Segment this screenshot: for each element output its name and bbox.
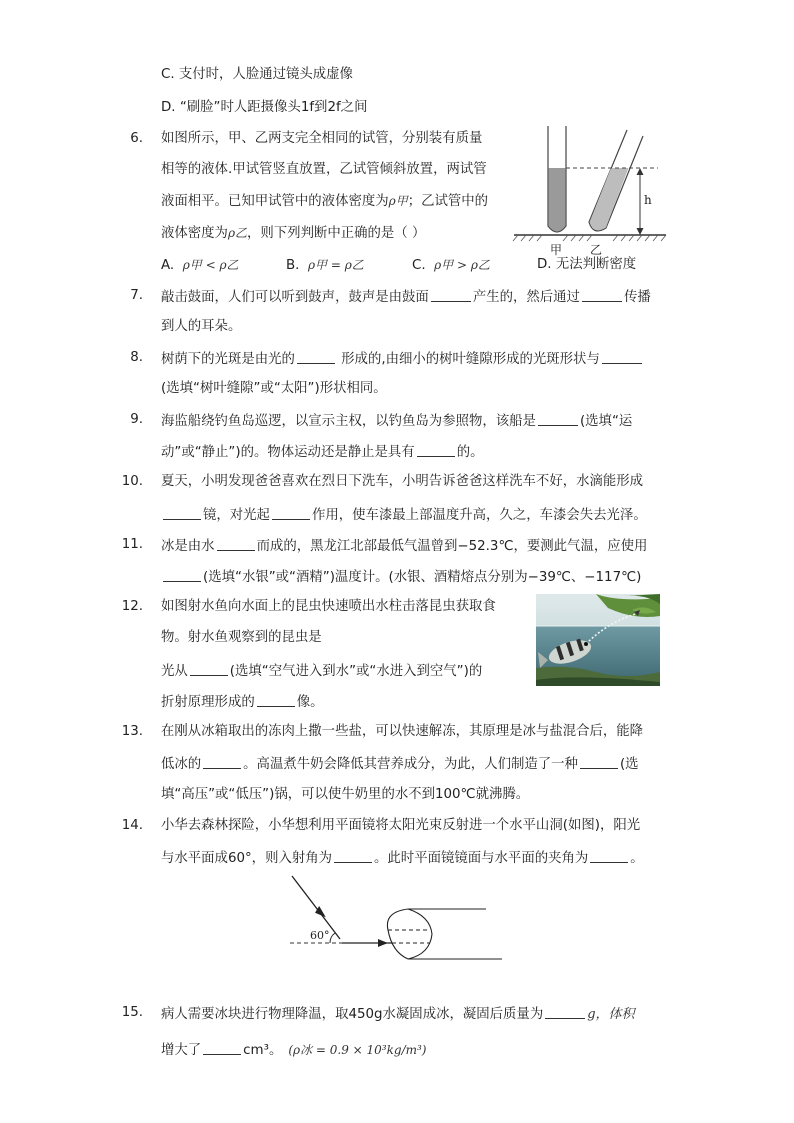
q6-line3: 液面相平。已知甲试管中的液体密度为ρ甲；乙试管中的 bbox=[161, 194, 489, 209]
q8-number: 8. bbox=[130, 350, 143, 365]
q13-number: 13. bbox=[121, 724, 143, 739]
q9-blank-2[interactable] bbox=[417, 442, 455, 457]
q6-option-b: B. ρ甲 = ρ乙 bbox=[286, 258, 364, 273]
q12-line4: 折射原理形成的 像。 bbox=[161, 692, 324, 712]
q12-line2: 物。射水鱼观察到的昆虫是 bbox=[161, 630, 322, 645]
q10-line2: 镜，对光起 作用，使车漆最上部温度升高，久之，车漆会失去光泽。 bbox=[161, 505, 647, 525]
q13-blank-1[interactable] bbox=[203, 754, 241, 769]
q6-option-a: A. ρ甲 < ρ乙 bbox=[161, 258, 239, 273]
q13-line2: 低冰的 。高温煮牛奶会降低其营养成分，为此，人们制造了一种 (选 bbox=[161, 754, 639, 774]
test-tubes-figure bbox=[510, 122, 670, 258]
q7-number: 7. bbox=[130, 288, 143, 303]
q15-line1: 病人需要冰块进行物理降温，取450g水凝固成冰，凝固后质量为 g，体积 bbox=[161, 1004, 635, 1024]
q9-blank-1[interactable] bbox=[538, 411, 578, 426]
q14-line2: 与水平面成60°，则入射角为 。此时平面镜镜面与水平面的夹角为 。 bbox=[161, 848, 644, 868]
fig-angle-label: 60° bbox=[310, 929, 330, 942]
q11-blank-2[interactable] bbox=[163, 567, 201, 582]
q11-number: 11. bbox=[121, 537, 143, 552]
q11-line2: (选填“水银”或“酒精”)温度计。(水银、酒精熔点分别为−39℃、−117℃) bbox=[161, 567, 641, 587]
fig-label-h: h bbox=[644, 193, 652, 207]
q6-number: 6. bbox=[130, 131, 143, 146]
q6-line2: 相等的液体.甲试管竖直放置，乙试管倾斜放置，两试管 bbox=[161, 162, 487, 177]
q10-line1: 夏天，小明发现爸爸喜欢在烈日下洗车，小明告诉爸爸这样洗车不好，水滴能形成 bbox=[161, 474, 644, 489]
q10-number: 10. bbox=[121, 474, 143, 489]
q7-blank-1[interactable] bbox=[431, 287, 471, 302]
q10-blank-2[interactable] bbox=[272, 505, 310, 520]
q13-blank-2[interactable] bbox=[580, 754, 618, 769]
q12-blank-2[interactable] bbox=[257, 692, 295, 707]
q8-blank-1[interactable] bbox=[297, 349, 335, 364]
ice-density-formula: (ρ冰 = 0.9 × 10³kg/m³) bbox=[288, 1043, 427, 1057]
q8-blank-2[interactable] bbox=[602, 349, 642, 364]
q13-line3: 填“高压”或“低压”)锅，可以使牛奶里的水不到100℃就沸腾。 bbox=[161, 787, 530, 802]
q6-line4: 液体密度为ρ乙，则下列判断中正确的是（ ） bbox=[161, 226, 426, 241]
q6-option-c: C. ρ甲 > ρ乙 bbox=[412, 258, 490, 273]
fig-label-yi: 乙 bbox=[590, 243, 603, 257]
rho-yi-symbol: ρ乙 bbox=[227, 226, 248, 240]
q12-line1: 如图射水鱼向水面上的昆虫快速喷出水柱击落昆虫获取食 bbox=[161, 599, 496, 614]
q13-line1: 在刚从冰箱取出的冻肉上撒一些盐，可以快速解冻，其原理是冰与盐混合后，能降 bbox=[161, 724, 644, 739]
q15-blank-2[interactable] bbox=[203, 1040, 241, 1055]
q7-blank-2[interactable] bbox=[582, 287, 622, 302]
q5-option-c: C. 支付时，人脸通过镜头成虚像 bbox=[161, 67, 353, 82]
q8-line2: (选填“树叶缝隙”或“太阳”)形状相同。 bbox=[161, 381, 387, 396]
mirror-cave-figure bbox=[280, 872, 510, 964]
q11-line1: 冰是由水 而成的，黑龙江北部最低气温曾到−52.3℃，要测此气温，应使用 bbox=[161, 536, 647, 556]
q15-blank-1[interactable] bbox=[545, 1004, 585, 1019]
q12-blank-1[interactable] bbox=[190, 661, 228, 676]
q6-line1: 如图所示，甲、乙两支完全相同的试管，分别装有质量 bbox=[161, 131, 483, 146]
fig-label-jia: 甲 bbox=[550, 243, 563, 257]
q14-blank-2[interactable] bbox=[590, 848, 628, 863]
q6-option-d: D. 无法判断密度 bbox=[537, 257, 637, 272]
q15-line2: 增大了 cm³。 (ρ冰 = 0.9 × 10³kg/m³) bbox=[161, 1040, 426, 1060]
q14-line1: 小华去森林探险，小华想利用平面镜将太阳光束反射进一个水平山洞(如图)，阳光 bbox=[161, 818, 641, 833]
q9-number: 9. bbox=[130, 412, 143, 427]
q12-line3: 光从 (选填“空气进入到水”或“水进入到空气”)的 bbox=[161, 661, 482, 681]
q7-line2: 到人的耳朵。 bbox=[161, 319, 242, 334]
q9-line1: 海监船绕钓鱼岛巡逻，以宣示主权，以钓鱼岛为参照物，该船是 (选填“运 bbox=[161, 411, 632, 431]
q9-line2: 动”或“静止”)的。物体运动还是静止是具有 的。 bbox=[161, 442, 483, 462]
q11-blank-1[interactable] bbox=[217, 536, 255, 551]
rho-jia-symbol: ρ甲 bbox=[388, 194, 408, 208]
q15-number: 15. bbox=[121, 1005, 143, 1020]
q8-line1: 树荫下的光斑是由光的 形成的,由细小的树叶缝隙形成的光斑形状与 bbox=[161, 349, 644, 369]
q5-option-d: D. “刷脸”时人距摄像头1f到2f之间 bbox=[161, 100, 368, 115]
q10-blank-1[interactable] bbox=[163, 505, 201, 520]
q12-number: 12. bbox=[121, 599, 143, 614]
archer-fish-image bbox=[536, 594, 660, 686]
q14-blank-1[interactable] bbox=[334, 848, 372, 863]
q7-line1: 敲击鼓面，人们可以听到鼓声，鼓声是由鼓面 产生的，然后通过 传播 bbox=[161, 287, 651, 307]
q14-number: 14. bbox=[121, 818, 143, 833]
